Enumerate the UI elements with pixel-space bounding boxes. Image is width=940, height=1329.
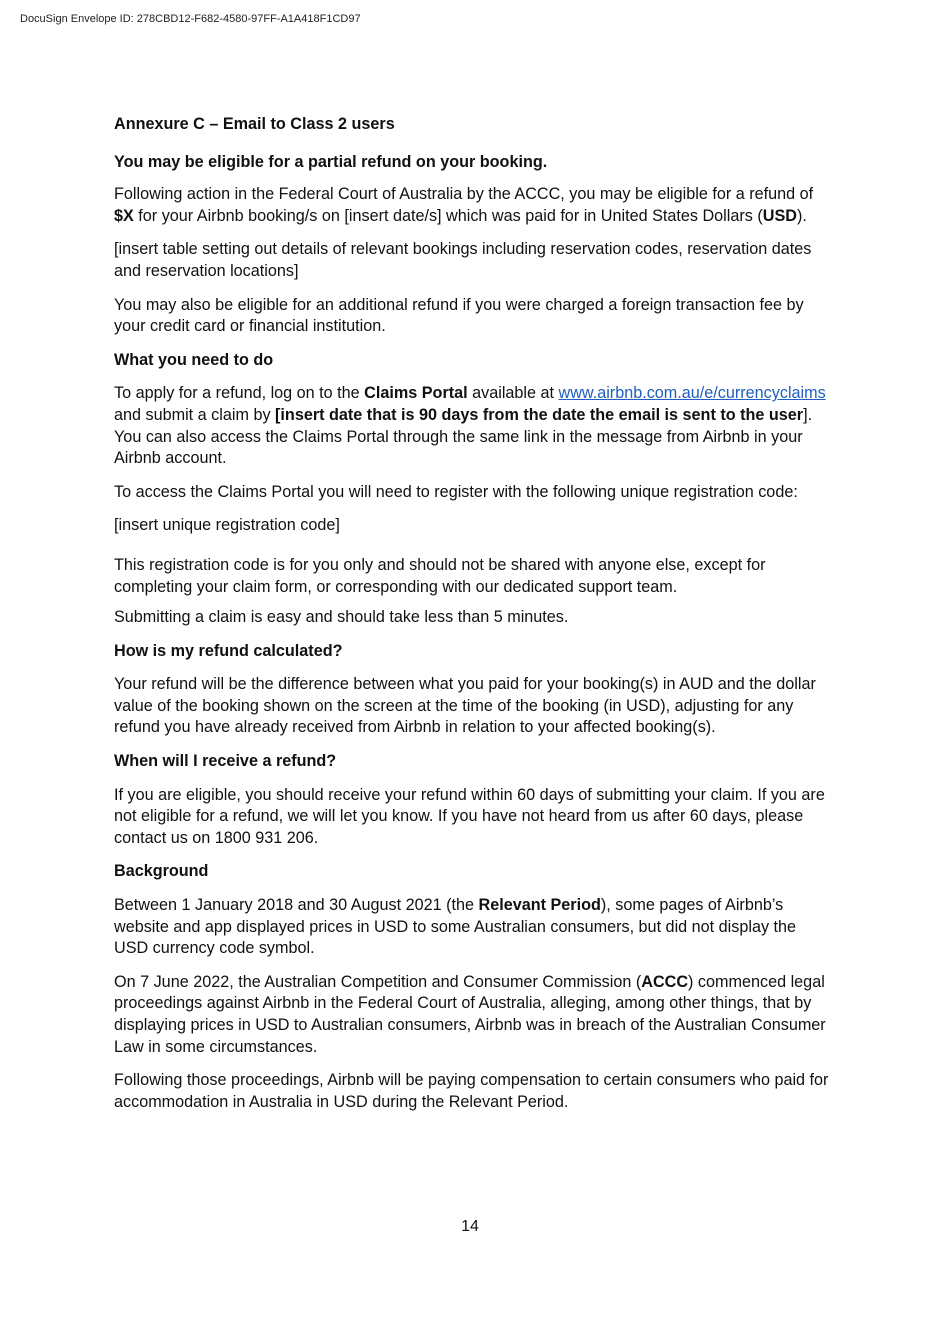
calculation-heading: How is my refund calculated?	[114, 641, 343, 660]
currency-code: USD	[762, 206, 797, 225]
table-placeholder: [insert table setting out details of relevant bookings including reservation codes, reservation dates and reservation locations]	[114, 240, 812, 280]
additional-refund-paragraph: You may also be eligible for an additional refund if you were charged a foreign transaction fee by your credit card or financial institution.	[114, 295, 804, 336]
document-body	[114, 114, 834, 1113]
what-to-do-heading: What you need to do	[114, 350, 274, 369]
background-heading: Background	[114, 862, 209, 881]
page-number: 14	[461, 1218, 479, 1235]
annexure-title: Annexure C – Email to Class 2 users	[114, 115, 395, 133]
claims-portal-link[interactable]: www.airbnb.com.au/e/currencyclaims	[558, 384, 826, 403]
relevant-period-term: Relevant Period	[478, 896, 601, 915]
background-paragraph-1: Between 1 January 2018 and 30 August 2021 (the Relevant Period), some pages of Airbnb’s website and app displayed prices in USD to some Australian consumers, but did not display the USD currency code symbol.	[114, 896, 797, 958]
refund-amount: $X	[114, 206, 134, 225]
calculation-body: Your refund will be the difference between what you paid for your booking(s) in AUD and the dollar value of the booking shown on the screen at the time of the booking (in USD), adjusting for any refund you have already received from Airbnb in relation to your affected booking(s).	[114, 675, 816, 737]
background-paragraph-3: Following those proceedings, Airbnb will be paying compensation to certain consumers who paid for accommodation in Australia in USD during the Relevant Period.	[114, 1071, 829, 1111]
eligibility-heading: You may be eligible for a partial refund on your booking.	[114, 152, 548, 171]
apply-paragraph: To apply for a refund, log on to the Claims Portal available at www.airbnb.com.au/e/currencyclaims and submit a claim by [insert date that is 90 days from the date the email is sent to the user]. You can also access the Claims Portal through the same link in the message from Airbnb in your Airbnb account.	[114, 384, 826, 468]
claims-portal-term: Claims Portal	[364, 384, 468, 403]
background-paragraph-2: On 7 June 2022, the Australian Competition and Consumer Commission (ACCC) commenced legal proceedings against Airbnb in the Federal Court of Australia, alleging, among other things, that by displaying prices in USD to Australian consumers, Airbnb was in breach of the Australian Consumer Law in some circumstances.	[114, 972, 826, 1056]
accc-term: ACCC	[641, 972, 689, 991]
code-notice: This registration code is for you only and should not be shared with anyone else, except for completing your claim form, or corresponding with our dedicated support team.	[114, 555, 766, 596]
easy-claim-note: Submitting a claim is easy and should take less than 5 minutes.	[114, 608, 569, 627]
claim-deadline: [insert date that is 90 days from the date the email is sent to the user	[275, 405, 804, 424]
timing-heading: When will I receive a refund?	[114, 752, 337, 771]
docusign-envelope-id: DocuSign Envelope ID: 278CBD12-F682-4580-97FF-A1A418F1CD97	[20, 13, 361, 25]
timing-body: If you are eligible, you should receive your refund within 60 days of submitting your claim. If you are not eligible for a refund, we will let you know. If you have not heard from us after 60 days, please contact us on 1800 931 206.	[114, 785, 825, 847]
registration-code: [insert unique registration code]	[114, 516, 340, 535]
intro-paragraph: Following action in the Federal Court of Australia by the ACCC, you may be eligible for a refund of $X for your Airbnb booking/s on [insert date/s] which was paid for in United States Dollars (USD).	[114, 185, 814, 225]
registration-intro: To access the Claims Portal you will need to register with the following unique registration code:	[114, 482, 798, 501]
